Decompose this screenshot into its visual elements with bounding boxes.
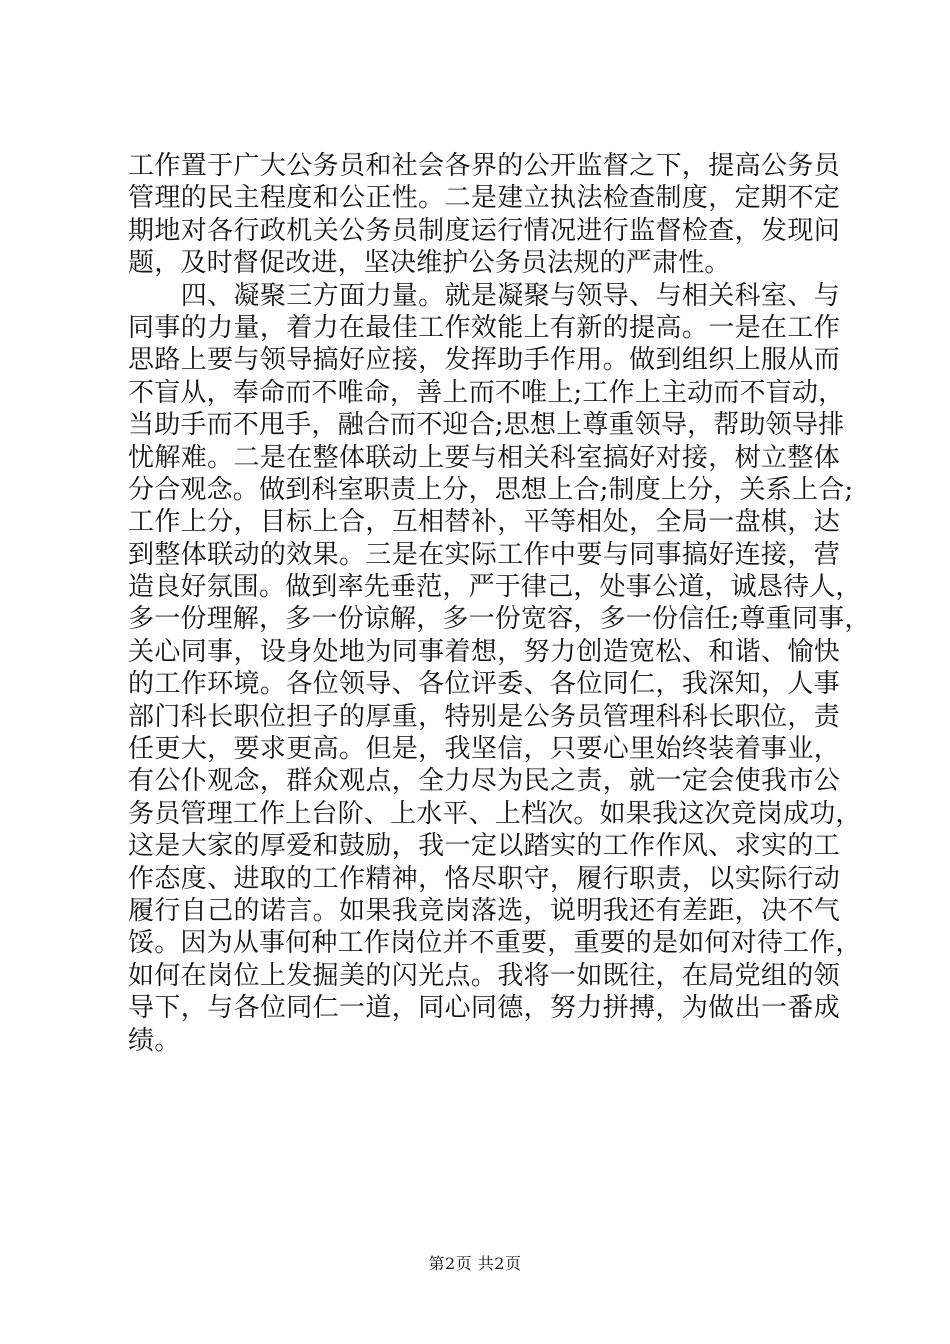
text-line: 忧解难。二是在整体联动上要与相关科室搞好对接，树立整体 [128, 442, 840, 473]
text-line: 管理的民主程度和公正性。二是建立执法检查制度，定期不定 [128, 183, 840, 214]
body-text [128, 150, 871, 1057]
text-line: 多一份理解，多一份谅解，多一份宽容，多一份信任;尊重同事， [128, 604, 871, 635]
page-number-footer: 第2页 共2页 [428, 1254, 522, 1273]
text-line: 任更大，要求更高。但是，我坚信，只要心里始终装着事业， [128, 734, 840, 765]
text-line: 当助手而不甩手，融合而不迎合;思想上尊重领导，帮助领导排 [128, 410, 845, 441]
text-line: 思路上要与领导搞好应接，发挥助手作用。做到组织上服从而 [128, 345, 840, 376]
text-line: 如何在岗位上发掘美的闪光点。我将一如既往，在局党组的领 [128, 960, 840, 991]
text-line: 导下，与各位同仁一道，同心同德，努力拼搏，为做出一番成 [128, 993, 840, 1024]
text-line: 期地对各行政机关公务员制度运行情况进行监督检查，发现问 [128, 215, 840, 246]
text-line: 造良好氛围。做到率先垂范，严于律己，处事公道，诚恳待人， [128, 572, 862, 603]
text-line: 同事的力量，着力在最佳工作效能上有新的提高。一是在工作 [128, 312, 840, 343]
text-line: 务员管理工作上台阶、上水平、上档次。如果我这次竞岗成功， [128, 798, 862, 829]
text-line: 这是大家的厚爱和鼓励，我一定以踏实的工作作风、求实的工 [128, 831, 840, 862]
text-line: 关心同事，设身处地为同事着想，努力创造宽松、和谐、愉快 [128, 636, 840, 667]
text-line: 作态度、进取的工作精神，恪尽职守，履行职责，以实际行动 [128, 863, 840, 894]
text-line: 部门科长职位担子的厚重，特别是公务员管理科科长职位，责 [128, 701, 840, 732]
text-line: 到整体联动的效果。三是在实际工作中要与同事搞好连接，营 [128, 539, 840, 570]
text-line: 不盲从，奉命而不唯命，善上而不唯上;工作上主动而不盲动， [128, 377, 845, 408]
text-line: 工作置于广大公务员和社会各界的公开监督之下，提高公务员 [128, 151, 840, 181]
text-line: 有公仆观念，群众观点，全力尽为民之责，就一定会使我市公 [128, 766, 840, 797]
text-line: 的工作环境。各位领导、各位评委、各位同仁，我深知，人事 [128, 669, 840, 700]
text-line: 馁。因为从事何种工作岗位并不重要，重要的是如何对待工作， [128, 928, 862, 959]
text-line: 四、凝聚三方面力量。就是凝聚与领导、与相关科室、与 [128, 280, 840, 311]
text-line: 绩。 [128, 1025, 181, 1056]
text-line: 履行自己的诺言。如果我竞岗落选，说明我还有差距，决不气 [128, 895, 840, 926]
text-line: 工作上分，目标上合，互相替补，平等相处，全局一盘棋，达 [128, 507, 840, 538]
text-line: 题，及时督促改进，坚决维护公务员法规的严肃性。 [128, 248, 731, 279]
text-line: 分合观念。做到科室职责上分，思想上合;制度上分，关系上合; [128, 474, 854, 505]
